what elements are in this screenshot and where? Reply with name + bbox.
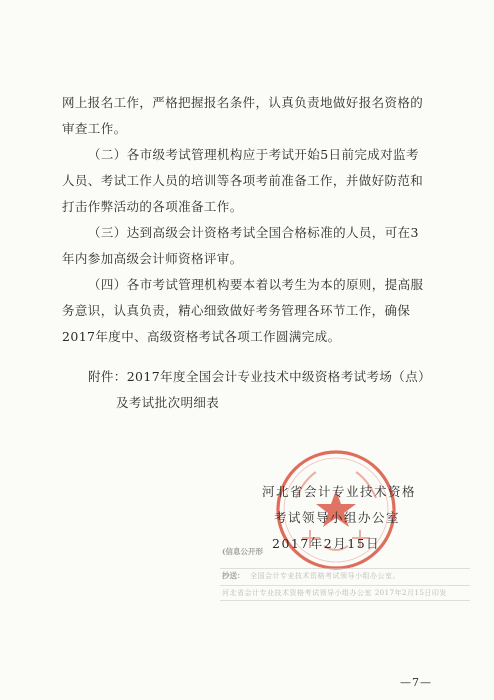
attachment-line-1: 附件：2017年度全国会计专业技术中级资格考试考场（点） [88,369,432,384]
body-line-3: （二）各市级考试管理机构应于考试开始5日前完成对监考 [88,147,419,162]
signature-org-line-1: 河北省会计专业技术资格 [262,484,417,499]
signature-date: 2017年2月15日 [272,536,381,551]
signature-org-line-2: 考试领导小组办公室 [274,510,401,525]
body-line-5: 打击作弊活动的各项准备工作。 [62,199,243,214]
body-line-7: 年内参加高级会计师资格评审。 [62,251,243,266]
body-line-10: 2017年度中、高级资格考试各项工作圆满完成。 [62,329,341,344]
attachment-line-2: 及考试批次明细表 [116,395,220,410]
bleed-text-cc: 全国会计专业技术资格考试领导小组办公室。 [250,572,400,580]
body-line-6: （三）达到高级会计资格考试全国合格标准的人员，可在3 [88,225,419,240]
bleed-label-disclosure: (信息公开形 [222,547,264,556]
body-line-8: （四）各市考试管理机构要本着以考生为本的原则，提高服 [88,277,424,292]
page-number: —7— [400,676,432,689]
bleed-label-cc: 抄送： [222,571,245,580]
body-line-2: 审查工作。 [62,121,127,136]
body-line-4: 人员、考试工作人员的培训等各项考前准备工作，并做好防范和 [62,173,424,188]
bleed-text-issued: 河北省会计专业技术资格考试领导小组办公室 2017年2月15日印发 [222,589,447,597]
body-line-9: 务意识，认真负责，精心细致做好考务管理各环节工作，确保 [62,303,411,318]
bleed-rule-3 [220,600,470,609]
body-line-1: 网上报名工作，严格把握报名条件，认真负责地做好报名资格的 [62,95,424,110]
